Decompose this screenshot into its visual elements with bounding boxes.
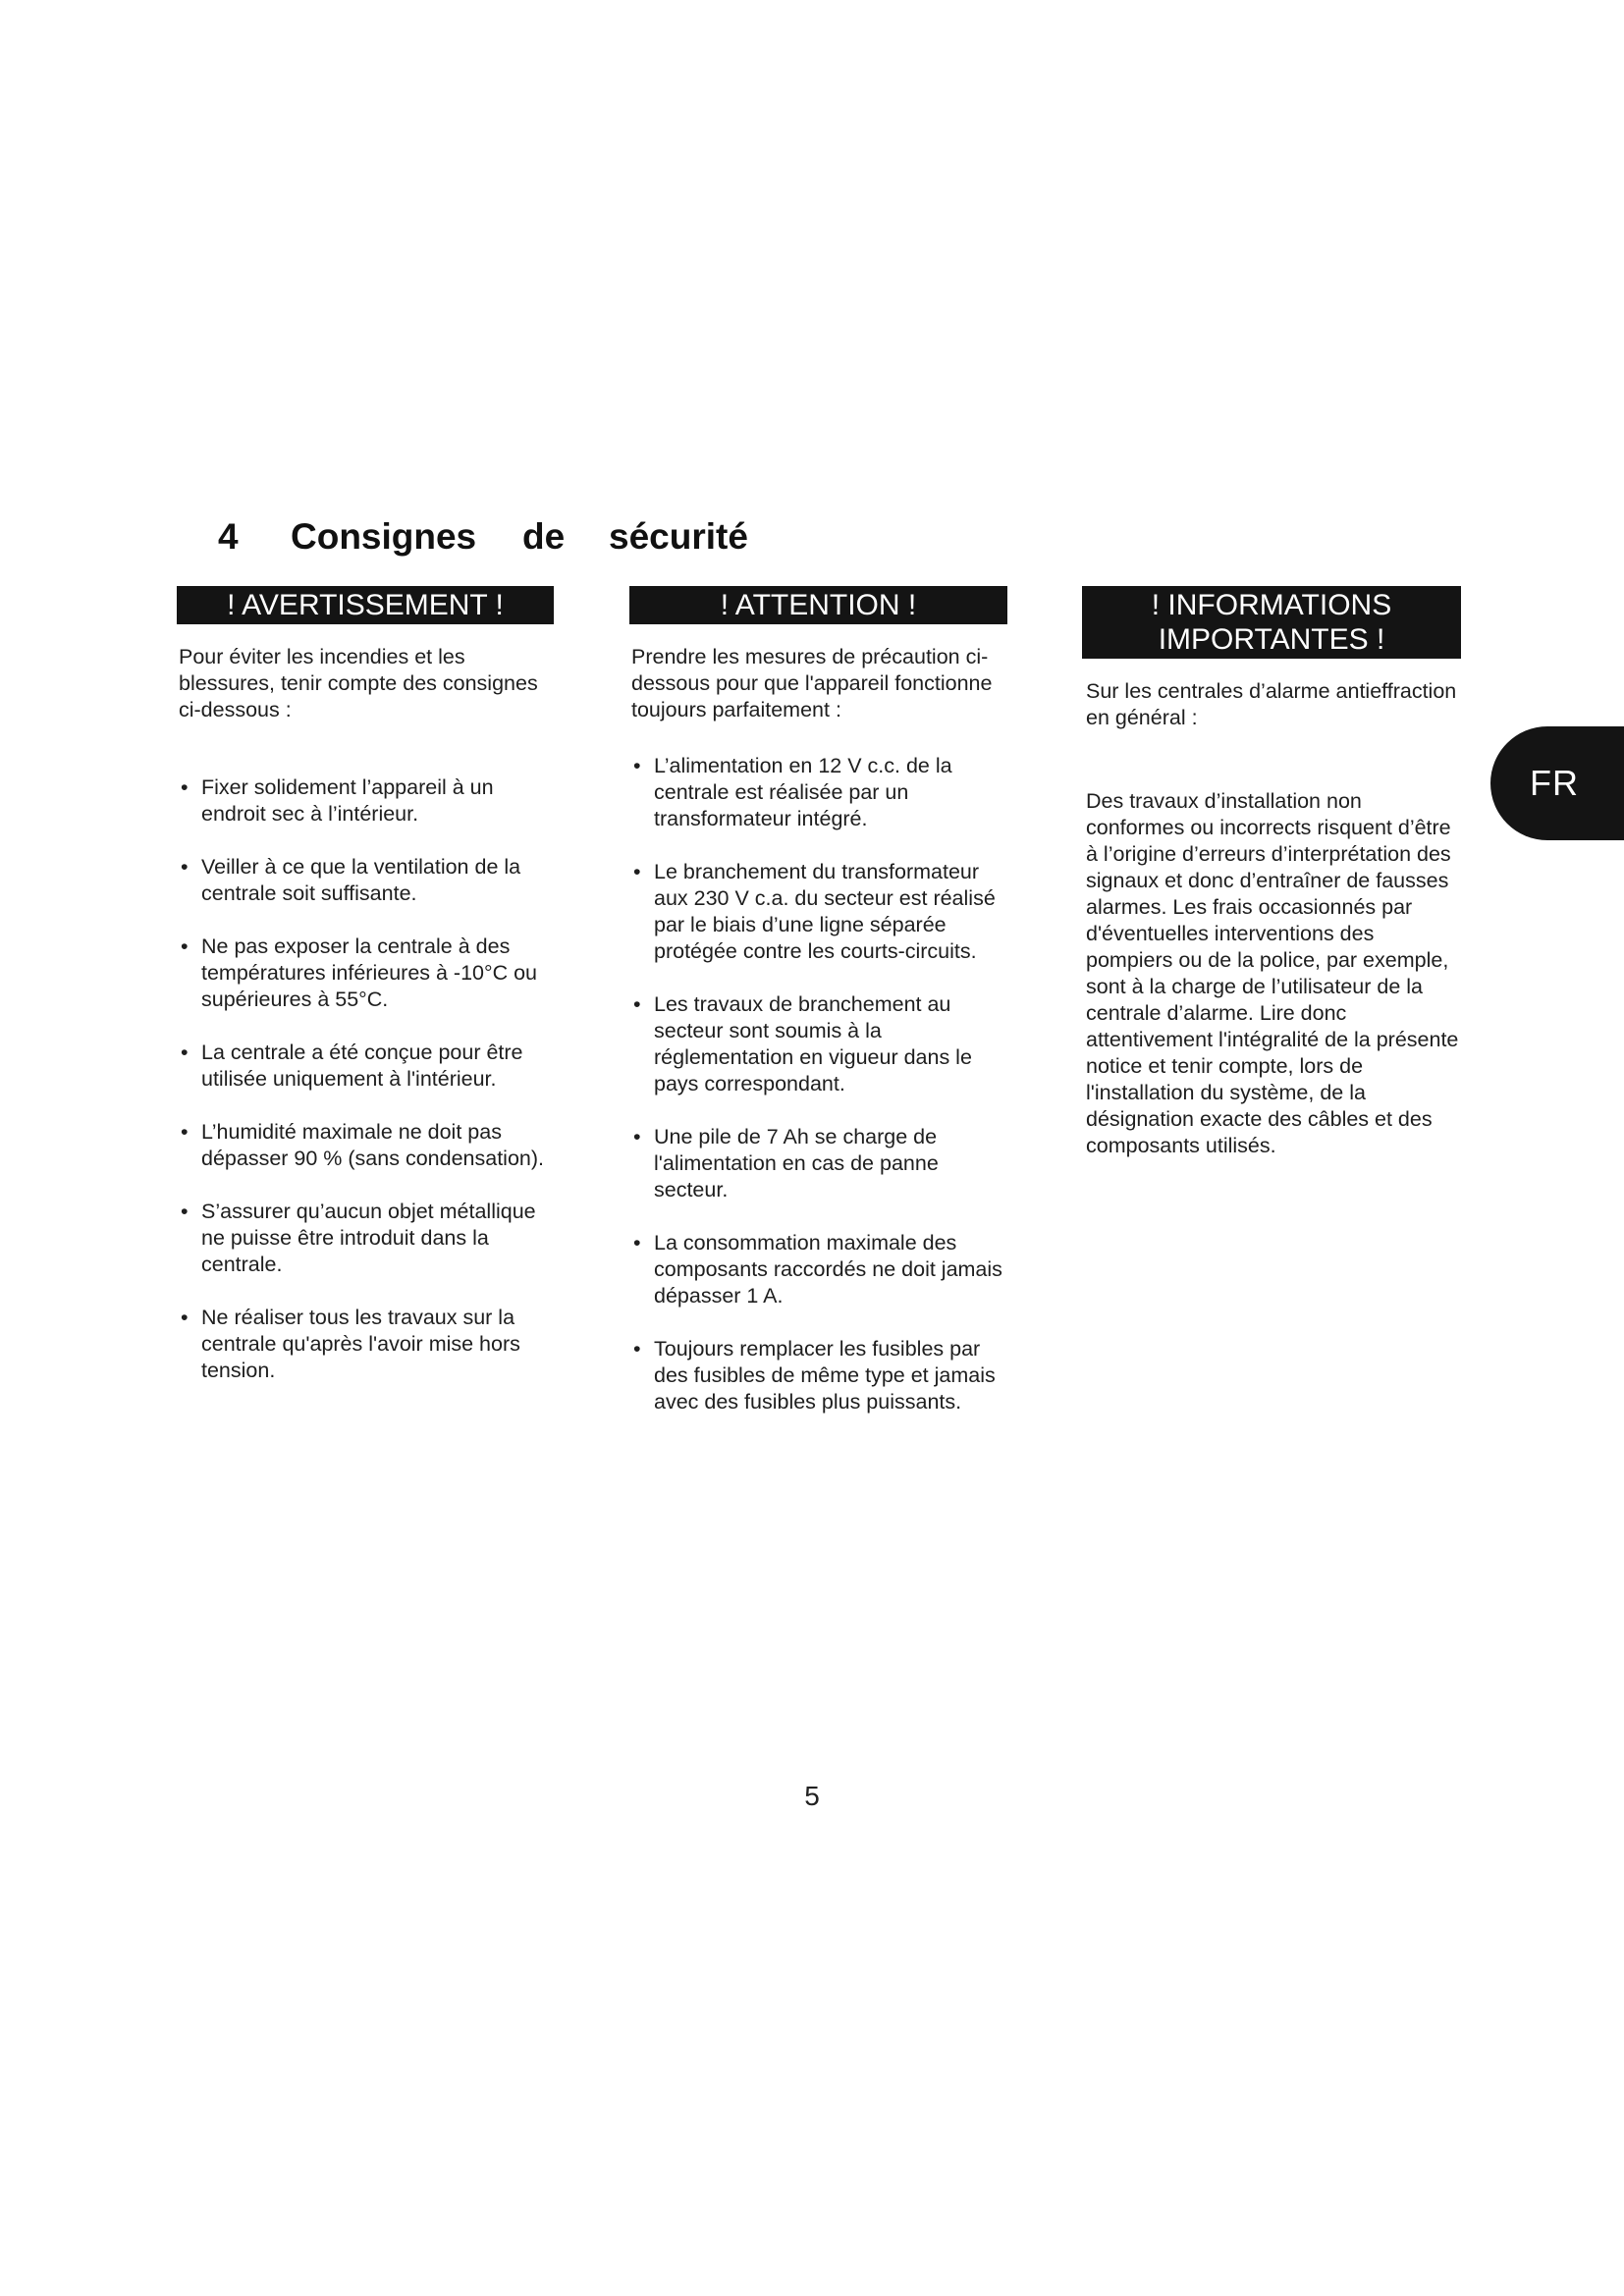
- list-item: • L’humidité maximale ne doit pas dépasser 90 % (sans condensation).: [177, 1119, 554, 1172]
- list-item: • La centrale a été conçue pour être utilisée uniquement à l'intérieur.: [177, 1040, 554, 1093]
- attention-list: [629, 753, 1007, 1415]
- info-header-line: IMPORTANTES !: [1158, 623, 1385, 656]
- list-item: • Veiller à ce que la ventilation de la centrale soit suffisante.: [177, 854, 554, 907]
- list-item: • Le branchement du transformateur aux 230 V c.a. du secteur est réalisé par le biais d’une ligne séparée protégée contre les courts-circuits.: [629, 859, 1007, 965]
- warning-list: [177, 774, 554, 1384]
- attention-header: ! ATTENTION !: [629, 586, 1007, 624]
- info-header: [1082, 586, 1461, 659]
- list-item: • S’assurer qu’aucun objet métallique ne puisse être introduit dans la centrale.: [177, 1199, 554, 1278]
- list-item: • Ne pas exposer la centrale à des températures inférieures à -10°C ou supérieures à 55°C.: [177, 934, 554, 1013]
- attention-column: [629, 586, 1007, 1442]
- list-item: • Ne réaliser tous les travaux sur la centrale qu'après l'avoir mise hors tension.: [177, 1305, 554, 1384]
- warning-intro: Pour éviter les incendies et les blessures, tenir compte des consignes ci-dessous :: [179, 645, 538, 721]
- list-item: • L’alimentation en 12 V c.c. de la centrale est réalisée par un transformateur intégré.: [629, 753, 1007, 832]
- info-body: Des travaux d’installation non conformes ou incorrects risquent d’être à l’origine d’erreurs d’interprétation des signaux et donc d’entraîner de fausses alarmes. Les frais occasionnés par d'éventuelles interventions des pompiers ou de la police, par exemple, sont à la charge de l’utilisateur de la centrale d’alarme. Lire donc attentivement l'intégralité de la présente notice et tenir compte, lors de l'installation du système, de la désignation exacte des câbles et des composants utilisés.: [1086, 789, 1459, 1157]
- page-number: 5: [804, 1781, 820, 1811]
- warning-header: ! AVERTISSEMENT !: [177, 586, 554, 624]
- list-item: • Une pile de 7 Ah se charge de l'alimentation en cas de panne secteur.: [629, 1124, 1007, 1203]
- list-item: • La consommation maximale des composants raccordés ne doit jamais dépasser 1 A.: [629, 1230, 1007, 1309]
- section-title-word: Consignes: [291, 516, 477, 557]
- section-number: 4: [218, 516, 239, 557]
- list-item: • Les travaux de branchement au secteur sont soumis à la réglementation en vigueur dans le pays correspondant.: [629, 991, 1007, 1097]
- info-header-line: ! INFORMATIONS: [1151, 589, 1392, 621]
- list-item: • Fixer solidement l’appareil à un endroit sec à l’intérieur.: [177, 774, 554, 828]
- attention-intro: Prendre les mesures de précaution ci-dessous pour que l'appareil fonctionne toujours parfaitement :: [631, 645, 993, 721]
- language-tab-label: FR: [1530, 763, 1579, 803]
- list-item: • Toujours remplacer les fusibles par des fusibles de même type et jamais avec des fusibles plus puissants.: [629, 1336, 1007, 1415]
- language-tab: [1490, 726, 1624, 840]
- section-title-word: sécurité: [609, 516, 748, 557]
- info-intro: Sur les centrales d’alarme antieffraction en général :: [1086, 679, 1457, 729]
- info-column: [1082, 586, 1461, 1159]
- section-title-word: de: [522, 516, 566, 557]
- warning-column: [177, 586, 554, 1411]
